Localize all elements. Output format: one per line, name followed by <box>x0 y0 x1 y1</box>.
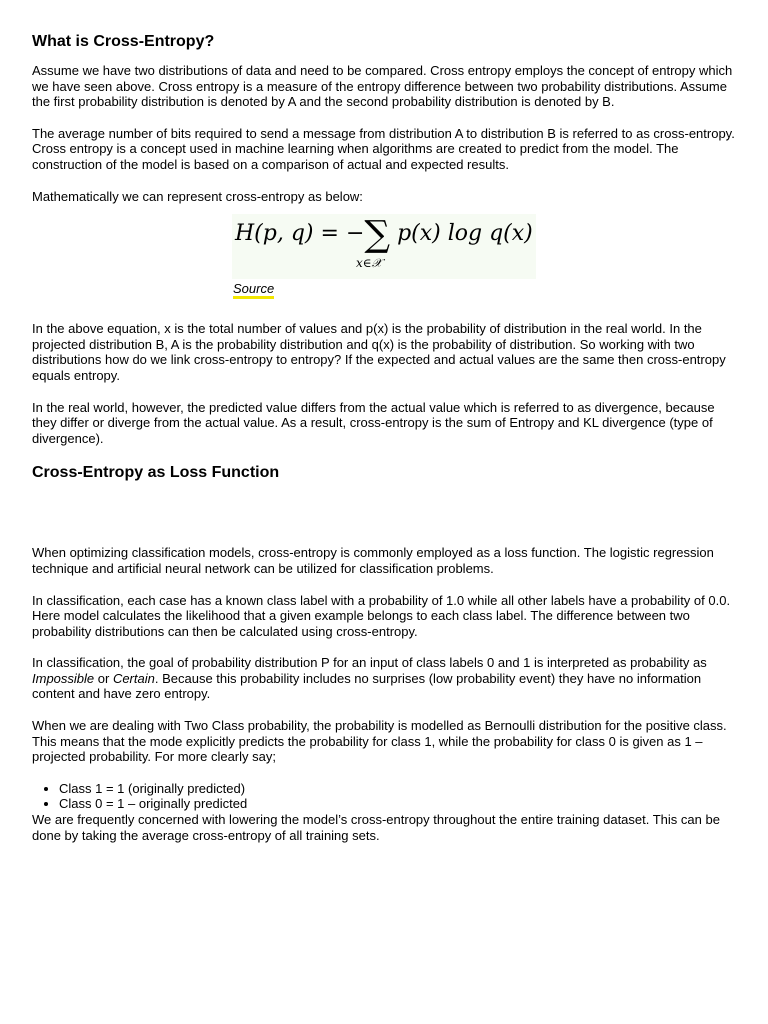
section-heading-loss-function: Cross-Entropy as Loss Function <box>32 464 280 482</box>
equation-lhs: H(p, q) <box>235 221 314 247</box>
source-link[interactable]: Source <box>233 281 274 299</box>
equation-minus: − <box>345 221 365 247</box>
article <box>32 0 738 843</box>
section-heading-what-is-cross-entropy: What is Cross-Entropy? <box>32 33 215 50</box>
paragraph: In the real world, however, the predicted value differs from the actual value which is referred to as divergence, because they differ or diverge from the actual value. As a result, cross-entropy is the sum of Entropy and KL divergence (type of divergence). <box>32 399 715 446</box>
sigma-symbol: ∑ <box>364 214 391 256</box>
cross-entropy-equation <box>232 214 536 279</box>
paragraph: Assume we have two distributions of data and need to be compared. Cross entropy employs the concept of entropy which we have seen above. Cross entropy is a measure of the entropy difference between two probability distributions. Assume the first probability distribution is denoted by A and the second probability distribution is denoted by B. <box>32 63 733 110</box>
paragraph: In classification, each case has a known class label with a probability of 1.0 while all other labels have a probability of 0.0. Here model calculates the likelihood that a given example belongs to each class label. The difference between two probability distributions can then be calculated using cross-entropy. <box>32 592 731 639</box>
paragraph: We are frequently concerned with lowering the model’s cross-entropy throughout the entire training dataset. This can be done by taking the average cross-entropy of all training sets. <box>32 812 720 843</box>
paragraph: Mathematically we can represent cross-entropy as below: <box>32 188 363 204</box>
paragraph-text: In classification, the goal of probability distribution P for an input of class labels 0 and 1 is interpreted as probability as <box>32 655 707 671</box>
emphasis-certain: Certain <box>112 670 155 686</box>
paragraph: When we are dealing with Two Class probability, the probability is modelled as Bernoulli distribution for the positive class. This means that the mode explicitly predicts the probability for class 1, while the probability for class 0 is given as 1 – projected probability. For more clearly say; <box>32 718 727 765</box>
paragraph: In the above equation, x is the total number of values and p(x) is the probability of distribution in the real world. In the projected distribution B, A is the probability distribution and q(x) is the probability of distribution. So working with two distributions how do we link cross-entropy to entropy? If the expected and actual values are the same then cross-entropy equals entropy. <box>32 321 726 383</box>
list-item: • Class 0 = 1 – originally predicted <box>59 796 738 812</box>
paragraph: The average number of bits required to send a message from distribution A to distribution B is referred to as cross-entropy. Cross entropy is a concept used in machine learning when algorithms are created to predict from the model. The construction of the model is based on a comparison of actual and expected results. <box>32 125 735 172</box>
paragraph: When optimizing classification models, cross-entropy is commonly employed as a loss function. The logistic regression technique and artificial neural network can be utilized for classification problems. <box>32 545 714 576</box>
equation-summand: p(x) log q(x) <box>397 221 533 247</box>
paragraph-text: or <box>94 670 113 686</box>
equation-main <box>235 214 533 256</box>
equation-subscript: x∈𝒳 <box>356 256 382 271</box>
paragraph-text: . Because this probability includes no surprises (low probability event) they have no information content and have zero entropy. <box>32 670 702 702</box>
emphasis-impossible: Impossible <box>32 670 95 686</box>
class-probability-list <box>32 781 738 812</box>
paragraph <box>32 655 738 702</box>
equation-equals: = <box>320 221 339 247</box>
list-item: • Class 1 = 1 (originally predicted) <box>59 781 738 797</box>
